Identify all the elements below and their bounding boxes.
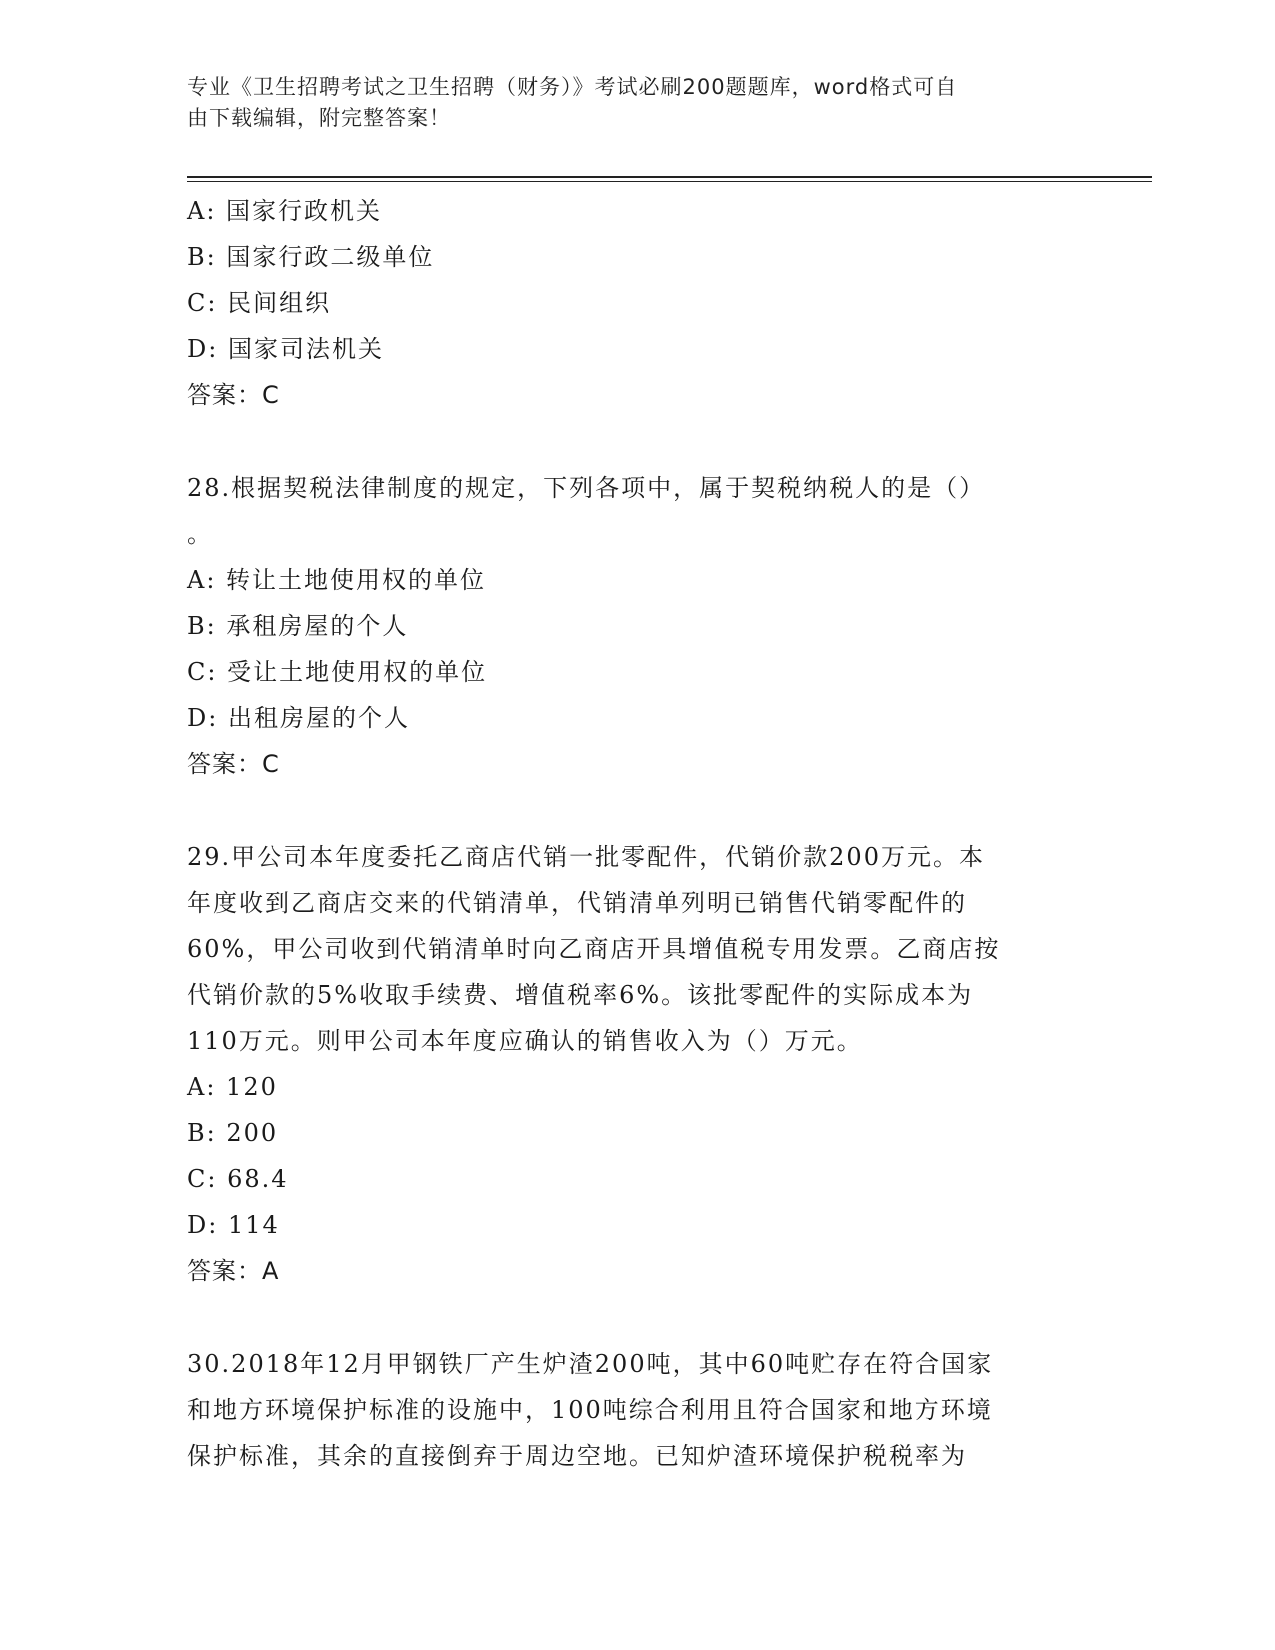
- option-b: B: 承租房屋的个人: [187, 612, 409, 640]
- question-30: [187, 1341, 1087, 1479]
- option-b: B: 200: [187, 1119, 279, 1147]
- option-a: A: 转让土地使用权的单位: [187, 566, 487, 594]
- option-b: B: 国家行政二级单位: [187, 243, 435, 271]
- spacer: [187, 787, 1087, 834]
- question-stem-line: 保护标准，其余的直接倒弃于周边空地。已知炉渣环境保护税税率为: [187, 1442, 967, 1470]
- question-27: [187, 188, 1087, 418]
- answer: 答案：C: [187, 750, 280, 778]
- question-28: [187, 465, 1087, 787]
- question-stem-line: 年度收到乙商店交来的代销清单，代销清单列明已销售代销零配件的: [187, 889, 967, 917]
- answer: 答案：C: [187, 381, 280, 409]
- question-stem-line: 和地方环境保护标准的设施中，100吨综合利用且符合国家和地方环境: [187, 1396, 993, 1424]
- option-c: C: 民间组织: [187, 289, 332, 317]
- option-d: D: 国家司法机关: [187, 335, 384, 363]
- question-29: [187, 834, 1087, 1294]
- header-line-2: 由下载编辑，附完整答案！: [187, 106, 451, 130]
- option-d: D: 114: [187, 1211, 280, 1239]
- question-stem-line: 60%，甲公司收到代销清单时向乙商店开具增值税专用发票。乙商店按: [187, 935, 1001, 963]
- question-stem-line: 30.2018年12月甲钢铁厂产生炉渣200吨，其中60吨贮存在符合国家: [187, 1350, 994, 1378]
- spacer: [187, 418, 1087, 465]
- option-c: C: 受让土地使用权的单位: [187, 658, 488, 686]
- question-stem-line: 29.甲公司本年度委托乙商店代销一批零配件，代销价款200万元。本: [187, 843, 985, 871]
- question-stem-line: 。: [187, 520, 213, 548]
- spacer: [187, 1294, 1087, 1341]
- option-c: C: 68.4: [187, 1165, 289, 1193]
- option-a: A: 国家行政机关: [187, 197, 383, 225]
- document-header: [187, 72, 1067, 134]
- header-rule-thick: [187, 176, 1152, 178]
- question-stem-line: 28.根据契税法律制度的规定，下列各项中，属于契税纳税人的是（）: [187, 474, 986, 502]
- answer: 答案：A: [187, 1257, 280, 1285]
- header-line-1: 专业《卫生招聘考试之卫生招聘（财务）》考试必刷200题题库，word格式可自: [187, 75, 958, 99]
- header-rule-thin: [187, 181, 1152, 182]
- option-d: D: 出租房屋的个人: [187, 704, 410, 732]
- question-stem-line: 代销价款的5%收取手续费、增值税率6%。该批零配件的实际成本为: [187, 981, 974, 1009]
- option-a: A: 120: [187, 1073, 278, 1101]
- question-stem-line: 110万元。则甲公司本年度应确认的销售收入为（）万元。: [187, 1027, 863, 1055]
- document-body: [187, 188, 1087, 1479]
